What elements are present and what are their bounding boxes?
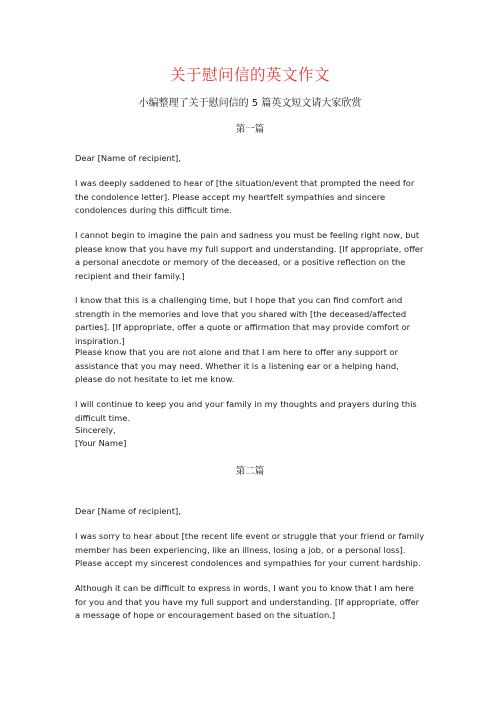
signature-line: [Your Name] <box>75 438 127 448</box>
paragraph: I was deeply saddened to hear of [the situation/event that prompted the need for the condolence letter]. Please accept my heartfelt sympathies and sincere condolences during this difficult time. <box>75 178 415 216</box>
paragraph: I know that this is a challenging time, but I hope that you can find comfort and strength in the memories and love that you shared with [the deceased/affected parties]. [If appropriate, offer a quote or affirmation that may provide comfort or inspiration.] <box>75 295 411 346</box>
closing-line: Sincerely, <box>75 425 116 435</box>
section-heading-2: 第二篇 <box>235 466 265 477</box>
paragraph-salutation-1: Dear [Name of recipient], <box>75 153 181 163</box>
paragraph: I was sorry to hear about [the recent life event or struggle that your friend or family member has been experiencing, like an illness, losing a job, or a personal loss]. Please accept my sincerest condolences and sympathies for your current hardship. <box>75 531 425 569</box>
paragraph-salutation-2: Dear [Name of recipient], <box>75 506 181 516</box>
document-title: 关于慰问信的英文作文 <box>169 66 330 84</box>
paragraph: Although it can be difficult to express in words, I want you to know that I am here for you and that you have my full support and understanding. [If appropriate, offer a message of hope or encouragement based on the situation.] <box>75 583 420 621</box>
paragraph: I cannot begin to imagine the pain and sadness you must be feeling right now, but please know that you have my full support and understanding. [If appropriate, offer a personal anecdote or memory of the deceased, or a positive reflection on the recipient and their family.] <box>75 230 424 281</box>
paragraph: Please know that you are not alone and that I am here to offer any support or assistance that you may need. Whether it is a listening ear or a helping hand, please do not hesitate to let me know. <box>75 347 399 385</box>
section-heading-1: 第一篇 <box>235 124 265 135</box>
document-subtitle: 小编整理了关于慰问信的 5 篇英文短文请大家欣赏 <box>138 98 362 109</box>
paragraph: I will continue to keep you and your family in my thoughts and prayers during this difficult time. <box>75 399 417 423</box>
